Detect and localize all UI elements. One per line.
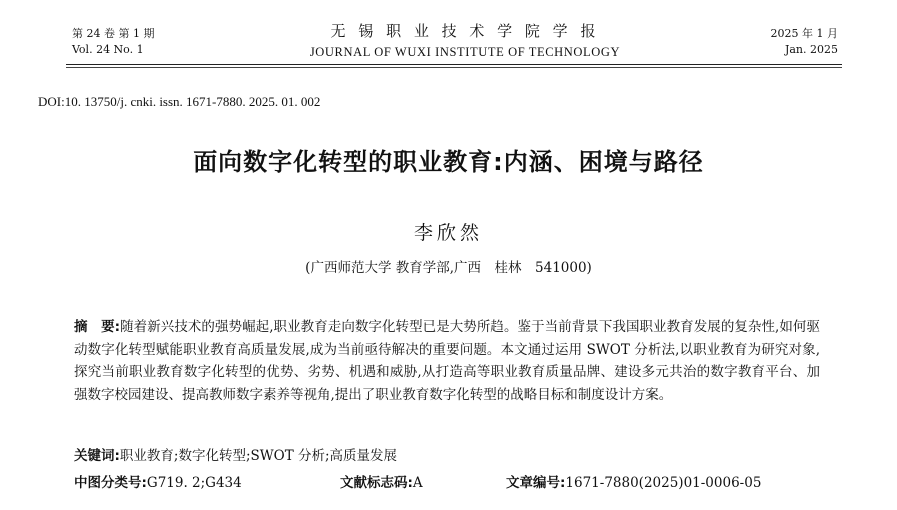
doc-code-value: A: [412, 475, 423, 491]
keywords: [74, 446, 820, 466]
document-code: [340, 473, 423, 493]
date-en: Jan. 2025: [784, 43, 838, 56]
date-cn: 2025 年 1 月: [770, 27, 838, 40]
keywords-label: 关键词:: [74, 448, 120, 464]
article-number: [506, 473, 761, 493]
journal-name-cn: 无 锡 职 业 技 术 学 院 学 报: [330, 22, 600, 40]
article-no-value: 1671-7880(2025)01-0006-05: [565, 475, 762, 491]
abstract-text: 随着新兴技术的强势崛起,职业教育走向数字化转型已是大势所趋。鉴于当前背景下我国职业教育发展的复杂性,如何驱动数字化转型赋能职业教育高质量发展,成为当前亟待解决的重要问题。本文通过运用 SWOT 分析法,以职业教育为研究对象,探究当前职业教育数字化转型的优势、劣势、机遇和威胁,从打造高等职业教育质量品牌、建设多元共治的数字教育平台、加强数字校园建设、提高教师数字素养等视角,提出了职业教育数字化转型的战略目标和制度设计方案。: [74, 319, 820, 403]
clc-number: [74, 473, 242, 493]
issue-date: [748, 26, 838, 58]
author-name: 李欣然: [413, 222, 483, 244]
volume-en: Vol. 24 No. 1: [72, 43, 144, 56]
journal-header: [0, 0, 897, 70]
issue-info: [72, 26, 182, 58]
clc-value: G719. 2;G434: [146, 475, 242, 491]
journal-name: [250, 21, 680, 61]
header-rule-thin: [66, 67, 842, 68]
journal-name-en: JOURNAL OF WUXI INSTITUTE OF TECHNOLOGY: [309, 45, 621, 59]
volume-cn: 第 24 卷 第 1 期: [72, 27, 155, 40]
abstract-label: 摘 要:: [74, 319, 121, 335]
doc-code-label: 文献标志码:: [340, 475, 413, 491]
abstract: [74, 316, 820, 406]
keywords-text: 职业教育;数字化转型;SWOT 分析;高质量发展: [119, 448, 398, 464]
article-title: 面向数字化转型的职业教育:内涵、困境与路径: [193, 148, 704, 176]
clc-label: 中图分类号:: [74, 475, 147, 491]
author-affiliation: (广西师范大学 教育学部,广西 桂林 541000): [305, 260, 592, 276]
header-rule-thick: [66, 64, 842, 65]
doi: DOI:10. 13750/j. cnki. issn. 1671-7880. 2025. 01. 002: [38, 94, 321, 109]
article-no-label: 文章编号:: [506, 475, 566, 491]
